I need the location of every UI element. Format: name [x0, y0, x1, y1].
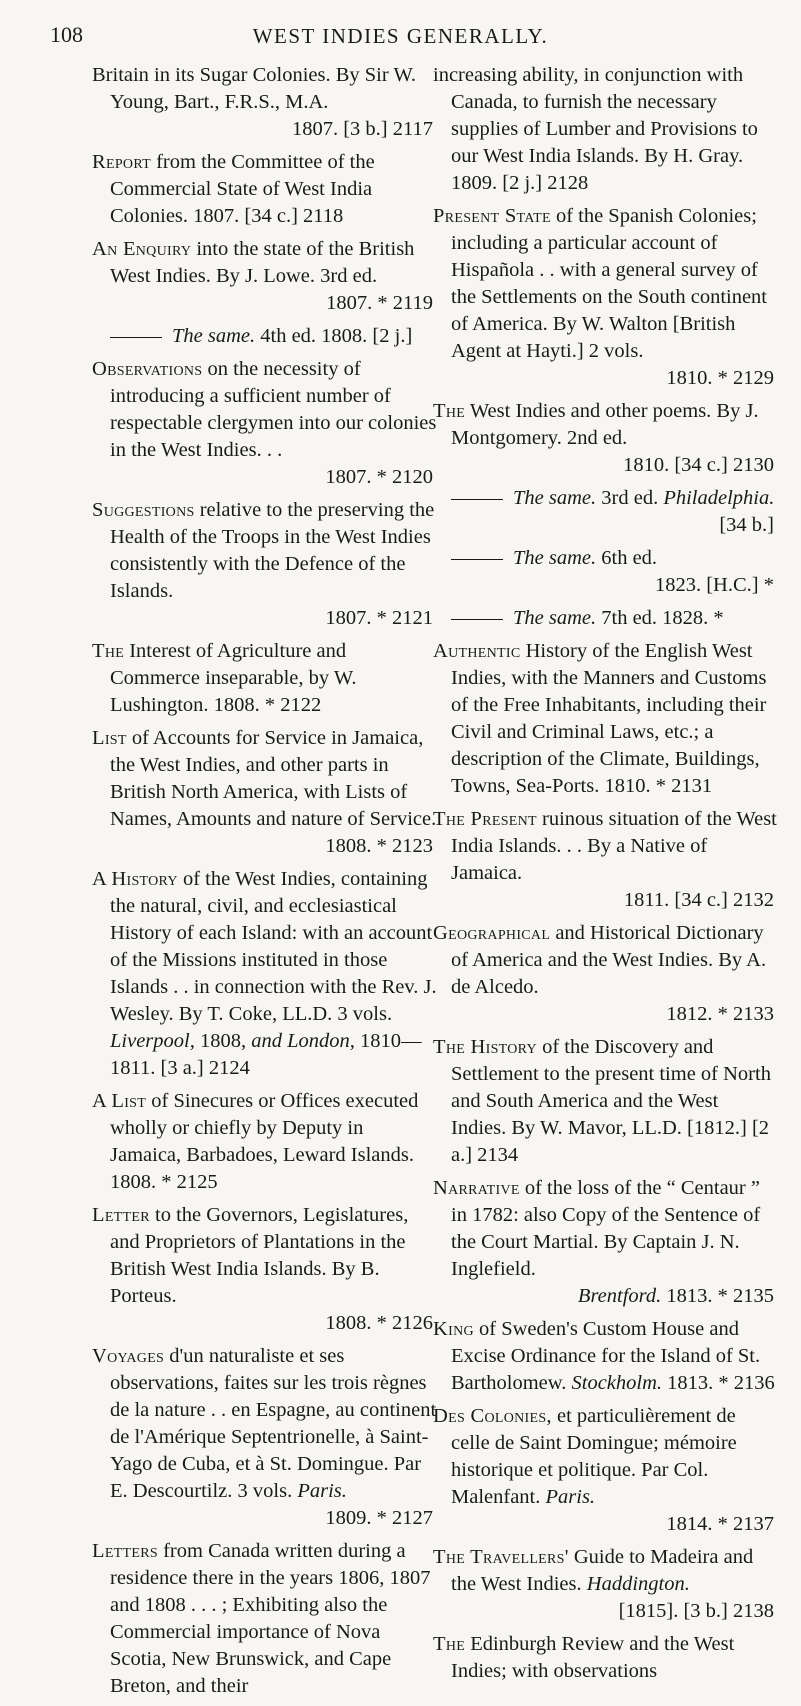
- entry-text: from the Committee of the Commercial State of West India Colonies. 1807. [34 c.] 2118: [110, 151, 375, 227]
- catalog-entry: [433, 1316, 778, 1397]
- entry-text: to the Governors, Legislatures, and Proprietors of Plantations in the British West India Islands. By B. Porteus.: [110, 1204, 409, 1307]
- entry-text: increasing ability, in conjunction with Canada, to furnish the necessary supplies of Lumber and Provisions to our West India Islands. By H. Gray. 1809. [2 j.] 2128: [433, 64, 758, 194]
- entry-lead: A List: [92, 1090, 147, 1112]
- ditto-dash: [451, 499, 503, 500]
- entry-imprint: [110, 464, 437, 491]
- entry-lead: The: [433, 400, 466, 422]
- ditto-dash: [110, 337, 162, 338]
- entry-text: of the Spanish Colonies; including a particular account of Hispañola . . with a general survey of the Settlements on the South continent of America. By W. Walton [British Agent at Hayti.] 2 vols.: [451, 205, 767, 362]
- page-number: 108: [50, 22, 83, 47]
- entry-text: of Accounts for Service in Jamaica, the West Indies, and other parts in British North America, with Lists of Names, Amounts and nature of Service.: [110, 727, 437, 830]
- entry-text: Interest of Agriculture and Commerce inseparable, by W. Lushington. 1808. * 2122: [110, 640, 357, 716]
- entry-text: 7th ed. 1828. *: [596, 607, 724, 629]
- entry-lead: Report: [92, 151, 151, 173]
- entry-lead: The Present: [433, 808, 537, 830]
- entry-italic: The same.: [172, 325, 256, 347]
- entry-lead: King: [433, 1318, 474, 1340]
- catalog-entry: [433, 920, 778, 1028]
- entry-imprint: [451, 1001, 778, 1028]
- entry-lead: An Enquiry: [92, 238, 192, 260]
- entry-imprint-text: 1807. * 2120: [325, 466, 433, 488]
- catalog-entry: [433, 203, 778, 392]
- catalog-entry: [433, 1034, 778, 1169]
- catalog-entry: [92, 725, 437, 860]
- entry-text: of Sweden's Custom House and Excise Ordinance for the Island of St. Bartholomew.: [451, 1318, 761, 1394]
- entry-text: Guide to Madeira and the West Indies.: [451, 1546, 754, 1595]
- entry-italic: The same.: [513, 487, 597, 509]
- entry-text: West Indies and other poems. By J. Montgomery. 2nd ed.: [451, 400, 759, 449]
- entry-italic: Brentford.: [577, 1285, 662, 1307]
- entry-text: 4th ed. 1808. [2 j.]: [255, 325, 413, 347]
- catalog-entry: [433, 485, 778, 539]
- entry-lead: The: [92, 640, 125, 662]
- entry-imprint: [451, 512, 778, 539]
- entry-text: 6th ed.: [596, 547, 658, 569]
- entry-text: relative to the preserving the Health of the Troops in the West Indies consistently with the Defence of the Islands.: [110, 499, 435, 602]
- entry-imprint-text: 1808. * 2123: [325, 835, 433, 857]
- running-head: WEST INDIES GENERALLY.: [252, 24, 549, 48]
- entry-imprint-text: [34 b.]: [719, 514, 774, 536]
- entry-imprint-text: [1815]. [3 b.] 2138: [618, 1600, 774, 1622]
- entry-italic: Liverpool,: [110, 1030, 195, 1052]
- entry-lead: Narrative: [433, 1177, 520, 1199]
- entry-imprint-text: 1809. * 2127: [325, 1507, 433, 1529]
- entry-text: of Sinecures or Offices executed wholly or chiefly by Deputy in Jamaica, Barbadoes, Leward Islands. 1808. * 2125: [110, 1090, 419, 1193]
- catalog-entry: [92, 149, 437, 230]
- catalog-entry: [433, 398, 778, 479]
- entry-lead: The History: [433, 1036, 537, 1058]
- catalog-entry: [433, 806, 778, 914]
- entry-imprint: [110, 116, 437, 143]
- catalog-entry: [433, 1544, 778, 1625]
- entry-lead: The: [433, 1633, 466, 1655]
- entry-italic: Haddington.: [586, 1573, 690, 1595]
- entry-lead: Voyages: [92, 1345, 165, 1367]
- catalog-entry: [92, 1343, 437, 1532]
- entry-imprint-text: 1814. * 2137: [666, 1513, 774, 1535]
- entry-imprint: [451, 365, 778, 392]
- entry-imprint-text: 1810. [34 c.] 2130: [623, 454, 774, 476]
- entry-italic: The same.: [513, 607, 597, 629]
- entry-text: 3rd ed.: [596, 487, 664, 509]
- entry-imprint-text: 1810. * 2129: [666, 367, 774, 389]
- entry-imprint: [110, 605, 437, 632]
- catalog-entry: [92, 866, 437, 1082]
- catalog-entry: [92, 1088, 437, 1196]
- entry-text: 1813. * 2136: [662, 1372, 775, 1394]
- entry-text: of the loss of the “ Centaur ” in 1782: also Copy of the Sentence of the Court Martial. By Captain J. N. Inglefield.: [451, 1177, 761, 1280]
- catalog-entry: [92, 497, 437, 632]
- entry-imprint: [110, 290, 437, 317]
- catalog-entry: [433, 62, 778, 197]
- entry-imprint-text: 1812. * 2133: [666, 1003, 774, 1025]
- entry-imprint: [451, 572, 778, 599]
- entry-imprint-text: 1807. [3 b.] 2117: [291, 118, 433, 140]
- entry-text: and Historical Dictionary of America and the West Indies. By A. de Alcedo.: [451, 922, 767, 998]
- entry-lead: List: [92, 727, 127, 749]
- entry-text: Britain in its Sugar Colonies. By Sir W. Young, Bart., F.R.S., M.A.: [92, 64, 417, 113]
- entry-lead: Letters: [92, 1540, 158, 1562]
- entry-imprint: [451, 887, 778, 914]
- entry-lead: Observations: [92, 358, 203, 380]
- catalog-entry: [92, 323, 437, 350]
- entry-lead: Des Colonies,: [433, 1405, 552, 1427]
- entry-text: d'un naturaliste et ses observations, faites sur les trois règnes de la nature . . en Espagne, au continent de l'Amérique Septentrionelle, à Saint-Yago de Cuba, et à St. Domingue. Par E. Descourtilz. 3 vols.: [110, 1345, 437, 1502]
- entry-lead: Suggestions: [92, 499, 195, 521]
- entry-imprint-text: 1823. [H.C.] *: [654, 574, 774, 596]
- catalog-entry: [433, 1403, 778, 1538]
- entry-lead: Geographical: [433, 922, 551, 944]
- entry-imprint-text: 1813. * 2135: [666, 1285, 774, 1307]
- entry-lead: Letter: [92, 1204, 150, 1226]
- entry-italic: Paris.: [545, 1486, 596, 1508]
- catalog-entry: [92, 62, 437, 143]
- entry-text: of the West Indies, containing the natural, civil, and ecclesiastical History of each Island: with an account of the Missions instituted in those Islands . . in connection with the Rev. J. Wesley. By T. Coke, LL.D. 3 vols.: [110, 868, 437, 1025]
- entry-italic: Philadelphia.: [663, 487, 775, 509]
- entry-imprint: [451, 1511, 778, 1538]
- entry-text: on the necessity of introducing a sufficient number of respectable clergymen into our colonies in the West Indies. . .: [110, 358, 437, 461]
- entry-imprint-text: 1808. * 2126: [325, 1312, 433, 1334]
- entry-imprint: [110, 1310, 437, 1337]
- entry-text: 1808,: [194, 1030, 252, 1052]
- entry-text: from Canada written during a residence there in the years 1806, 1807 and 1808 . . . ; Exhibiting also the Commercial importance of Nova Scotia, New Brunswick, and Cape Breton, and their: [110, 1540, 431, 1697]
- entry-text: History of the English West Indies, with the Manners and Customs of the Free Inhabitants, including their Civil and Criminal Laws, etc.; a description of the Climate, Buildings, Towns, Sea-Ports. 1810. * 2131: [451, 640, 767, 797]
- entry-imprint: [451, 1598, 778, 1625]
- catalog-entry: [92, 356, 437, 491]
- ditto-dash: [451, 619, 503, 620]
- entry-imprint-text: 1811. [34 c.] 2132: [623, 889, 774, 911]
- catalog-entry: [433, 545, 778, 599]
- entry-lead: Present State: [433, 205, 551, 227]
- entry-imprint-text: 1807. * 2119: [326, 292, 433, 314]
- page-header: [0, 22, 801, 54]
- entry-text: of the Discovery and Settlement to the present time of North and South America and the West Indies. By W. Mavor, LL.D. [1812.] [2 a.] 2134: [451, 1036, 771, 1166]
- catalog-entry: [92, 1538, 437, 1700]
- catalog-entry: [433, 605, 778, 632]
- entry-imprint: [110, 1505, 437, 1532]
- entry-text: 1810—1811. [3 a.] 2124: [110, 1030, 422, 1079]
- left-column: [92, 62, 437, 1706]
- catalog-entry: [92, 1202, 437, 1337]
- entry-italic: Paris.: [297, 1480, 347, 1502]
- entry-imprint: [110, 833, 437, 860]
- entry-lead: Authentic: [433, 640, 521, 662]
- entry-text: ruinous situation of the West India Islands. . . By a Native of Jamaica.: [451, 808, 777, 884]
- catalog-entry: [433, 1631, 778, 1685]
- ditto-dash: [451, 559, 503, 560]
- entry-text: into the state of the British West Indies. By J. Lowe. 3rd ed.: [110, 238, 415, 287]
- entry-lead: The Travellers': [433, 1546, 569, 1568]
- entry-lead: A History: [92, 868, 178, 890]
- entry-imprint-text: 1807. * 2121: [325, 607, 433, 629]
- entry-text: et particulièrement de celle de Saint Domingue; mémoire historique et politique. Par Col. Malenfant.: [451, 1405, 737, 1508]
- entry-text: Edinburgh Review and the West Indies; with observations: [451, 1633, 735, 1682]
- right-column: [433, 62, 778, 1691]
- catalog-entry: [433, 638, 778, 800]
- entry-italic: Stockholm.: [571, 1372, 663, 1394]
- entry-italic: The same.: [513, 547, 597, 569]
- entry-imprint: [451, 452, 778, 479]
- entry-imprint: [451, 1283, 778, 1310]
- catalog-entry: [92, 638, 437, 719]
- catalog-entry: [433, 1175, 778, 1310]
- entry-italic: and London,: [251, 1030, 355, 1052]
- catalog-entry: [92, 236, 437, 317]
